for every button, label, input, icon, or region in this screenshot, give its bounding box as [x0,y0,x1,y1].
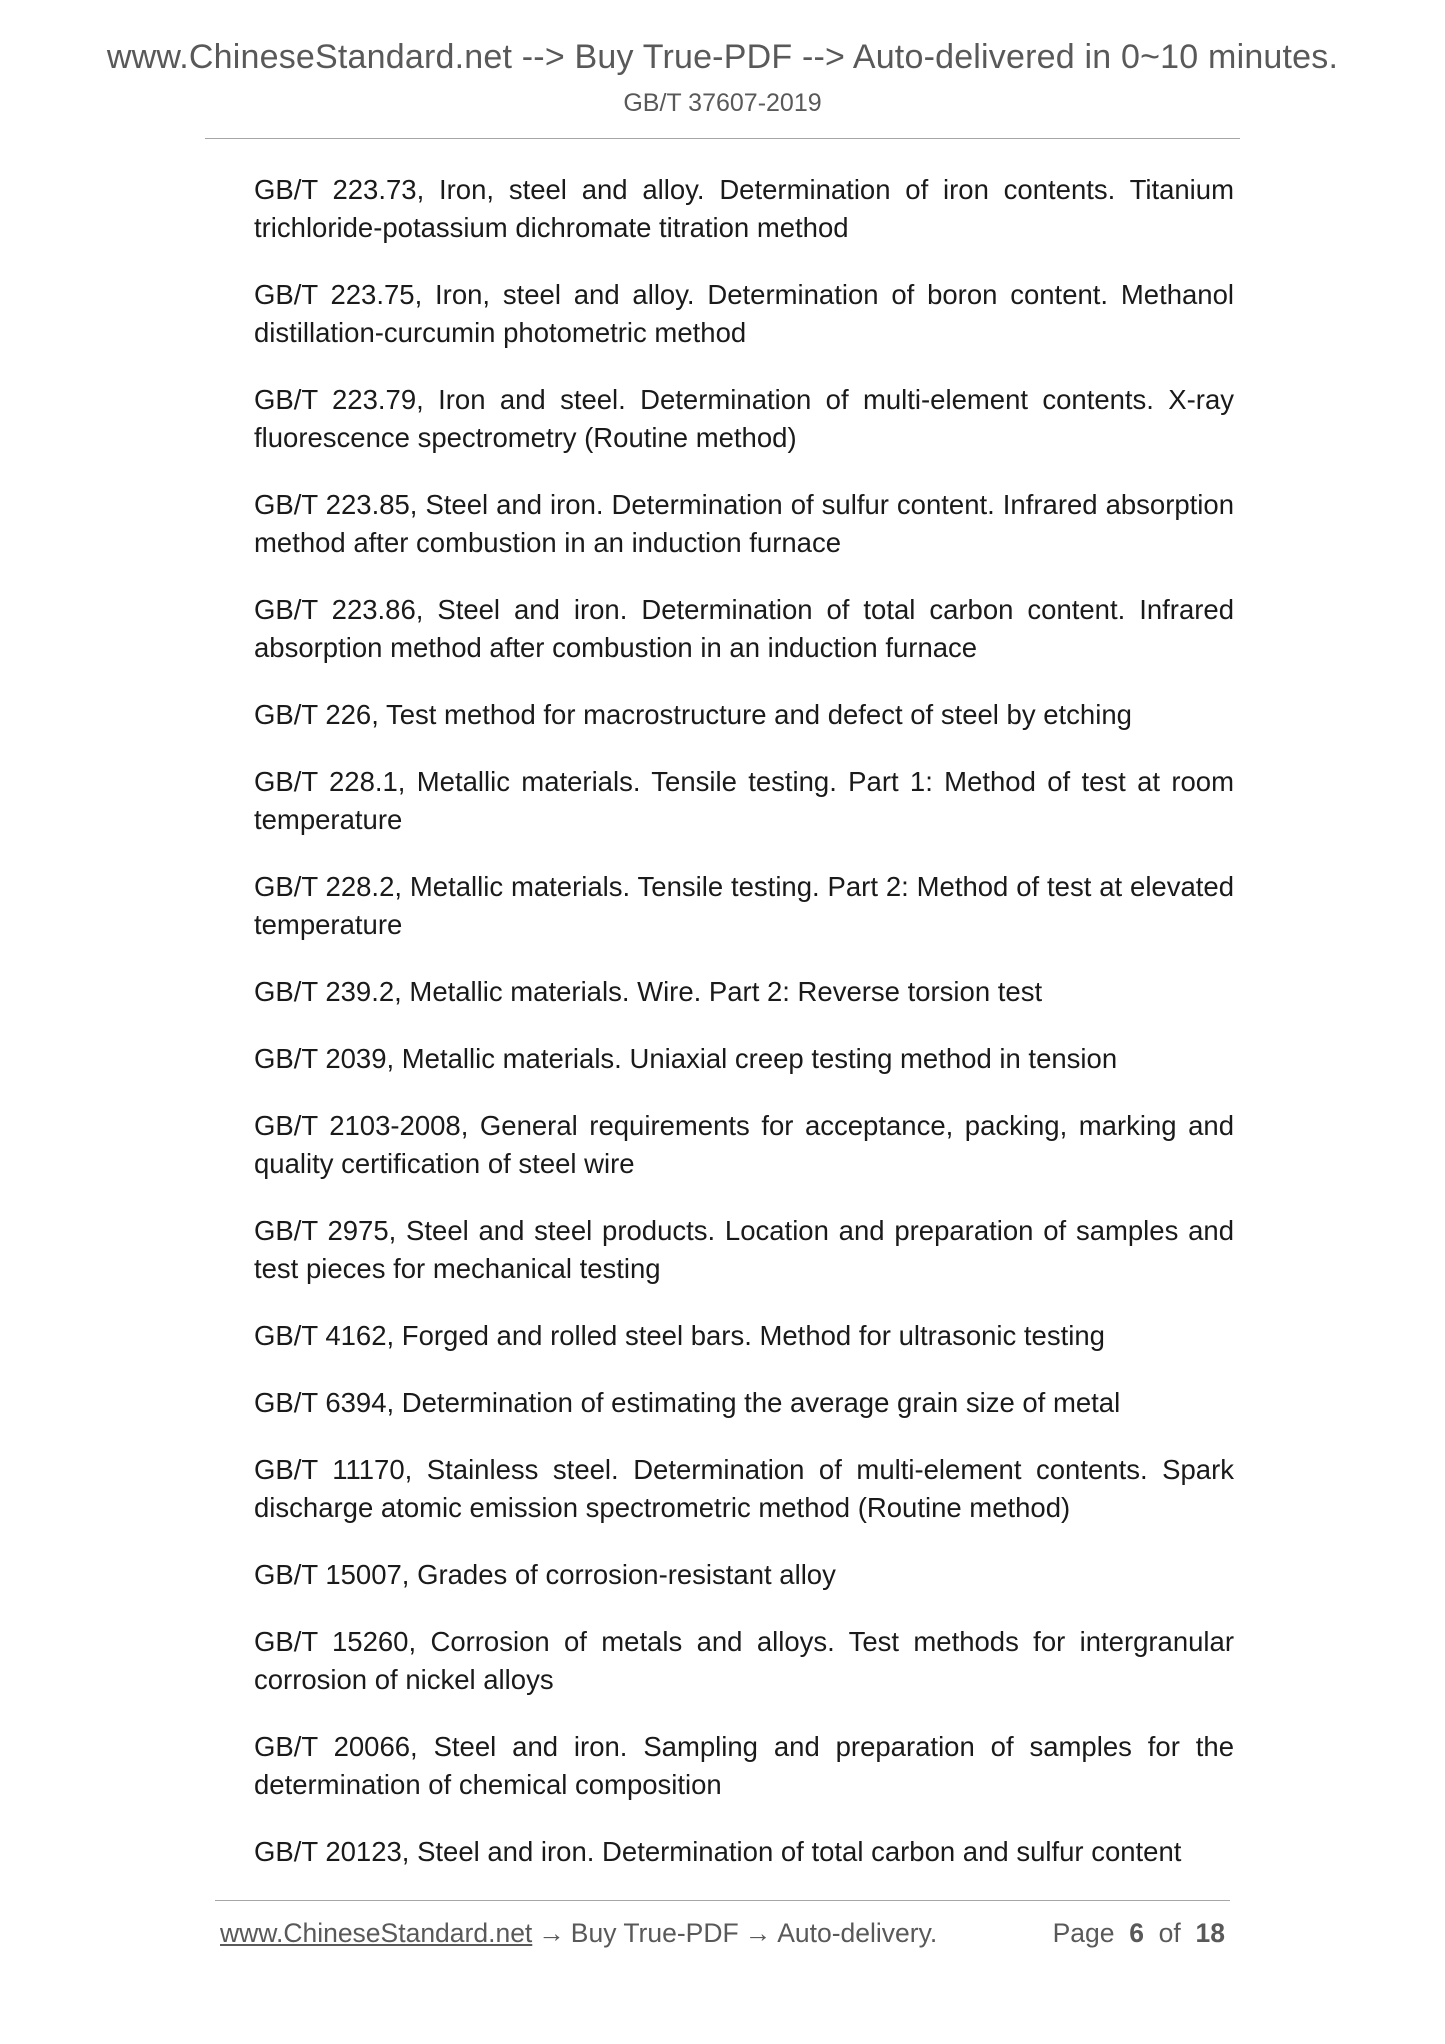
footer-divider [215,1900,1230,1901]
reference-item: GB/T 11170, Stainless steel. Determination of multi-element contents. Spark discharge atomic emission spectrometric method (Routine method) [254,1454,1234,1523]
delivery-text: Auto-delivery. [777,1918,938,1948]
arrow-right-icon: → [744,1918,772,1948]
reference-item: GB/T 2103-2008, General requirements for acceptance, packing, marking and quality certification of steel wire [254,1110,1234,1179]
reference-item: GB/T 223.73, Iron, steel and alloy. Determination of iron contents. Titanium trichloride-potassium dichromate titration method [254,174,1234,243]
reference-item: GB/T 2975, Steel and steel products. Location and preparation of samples and test pieces for mechanical testing [254,1215,1234,1284]
of-label: of [1158,1918,1181,1948]
header-divider [205,138,1240,139]
reference-item: GB/T 15260, Corrosion of metals and alloys. Test methods for intergranular corrosion of nickel alloys [254,1626,1234,1695]
reference-item: GB/T 223.79, Iron and steel. Determination of multi-element contents. X-ray fluorescence spectrometry (Routine method) [254,384,1234,453]
page-indicator [1053,1918,1225,1949]
reference-item: GB/T 228.2, Metallic materials. Tensile testing. Part 2: Method of test at elevated temperature [254,871,1234,940]
footer [220,1918,1225,1954]
page-label: Page [1052,1918,1115,1948]
buy-text: Buy True-PDF [570,1918,739,1948]
reference-item: GB/T 4162, Forged and rolled steel bars. Method for ultrasonic testing [254,1320,1105,1351]
footer-promo [220,1918,937,1949]
reference-item: GB/T 6394, Determination of estimating the average grain size of metal [254,1387,1121,1418]
website-link[interactable]: www.ChineseStandard.net [220,1918,533,1948]
reference-item: GB/T 228.1, Metallic materials. Tensile testing. Part 1: Method of test at room temperature [254,766,1234,835]
reference-item: GB/T 223.75, Iron, steel and alloy. Determination of boron content. Methanol distillation-curcumin photometric method [254,279,1234,348]
header-banner: www.ChineseStandard.net --> Buy True-PDF --> Auto-delivered in 0~10 minutes. [106,38,1339,76]
reference-item: GB/T 20066, Steel and iron. Sampling and preparation of samples for the determination of chemical composition [254,1731,1234,1800]
reference-item: GB/T 223.85, Steel and iron. Determination of sulfur content. Infrared absorption method after combustion in an induction furnace [254,489,1234,558]
reference-item: GB/T 223.86, Steel and iron. Determination of total carbon content. Infrared absorption method after combustion in an induction furnace [254,594,1234,663]
reference-item: GB/T 226, Test method for macrostructure and defect of steel by etching [254,699,1132,730]
reference-item: GB/T 15007, Grades of corrosion-resistant alloy [254,1559,836,1590]
reference-item: GB/T 239.2, Metallic materials. Wire. Part 2: Reverse torsion test [254,976,1043,1007]
arrow-right-icon: → [538,1918,565,1948]
document-number: GB/T 37607-2019 [623,89,822,117]
reference-item: GB/T 20123, Steel and iron. Determination of total carbon and sulfur content [254,1836,1182,1867]
reference-list [254,171,1234,1900]
page-current: 6 [1129,1918,1144,1948]
reference-item: GB/T 2039, Metallic materials. Uniaxial creep testing method in tension [254,1043,1118,1074]
page-total: 18 [1195,1918,1225,1948]
